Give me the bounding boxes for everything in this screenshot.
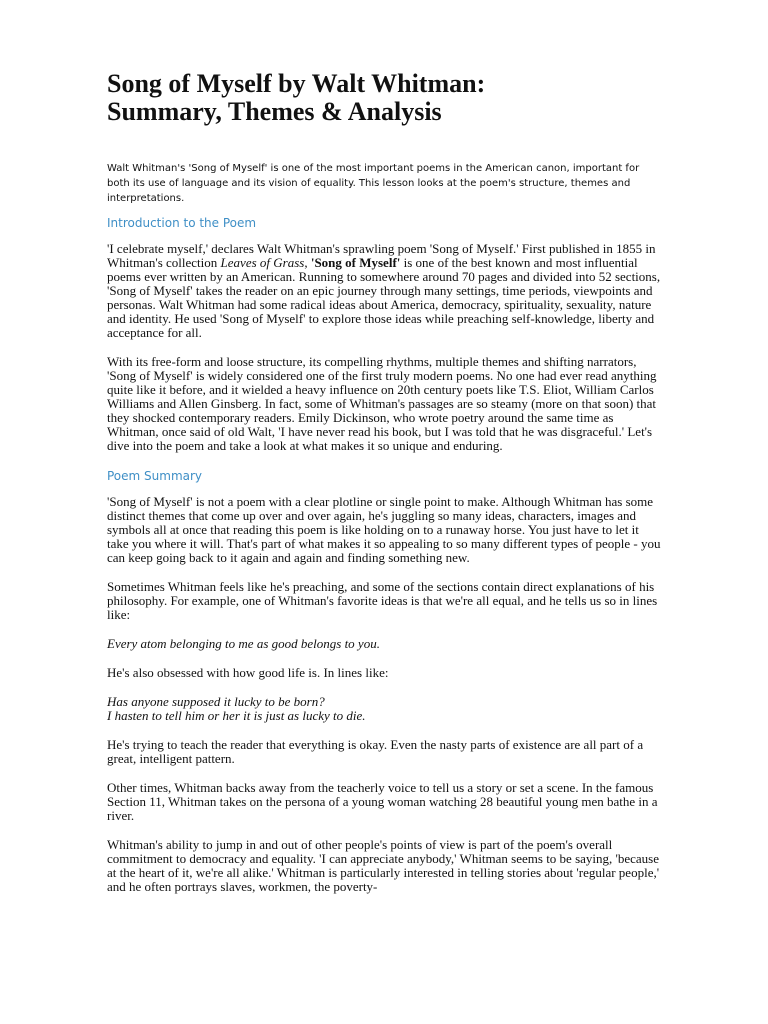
title-line-1: Song of Myself by Walt Whitman: — [107, 69, 486, 98]
quote-lucky-line-1: Has anyone supposed it lucky to be born? — [107, 694, 325, 709]
introduction-paragraph-1 — [107, 242, 663, 340]
summary-paragraph-2: Sometimes Whitman feels like he's preaching, and some of the sections contain direct explanations of his philosophy. For example, one of Whitman's favorite ideas is that we're all equal, and he tells us so in lines like: — [107, 579, 658, 622]
quote-lucky — [107, 695, 663, 723]
summary-paragraph-3: He's also obsessed with how good life is. In lines like: — [107, 665, 389, 680]
introduction-paragraph-2: With its free-form and loose structure, its compelling rhythms, multiple themes and shifting narrators, 'Song of Myself' is widely considered one of the first truly modern poems. No one had ever read anything quite like it before, and it wielded a heavy influence on 20th century poets like T.S. Eliot, William Carlos Williams and Allen Ginsberg. In fact, some of Whitman's passages are so steamy (more on that soon) that they shocked contemporary readers. Emily Dickinson, who wrote poetry around the same time as Whitman, once said of old Walt, 'I have never read his book, but I was told that he was disgraceful.' Let's dive into the poem and take a look at what makes it so unique and enduring. — [107, 354, 657, 453]
title-line-2: Summary, Themes & Analysis — [107, 97, 442, 126]
page-title — [107, 70, 663, 126]
summary-paragraph-6: Whitman's ability to jump in and out of other people's points of view is part of the poem's overall commitment to democracy and equality. 'I can appreciate anybody,' Whitman seems to be saying, 'because at the heart of it, we're all alike.' Whitman is particularly interested in telling stories about 'regular people,' and he often portrays slaves, workmen, the poverty- — [107, 837, 660, 894]
summary-paragraph-4: He's trying to teach the reader that everything is okay. Even the nasty parts of existence are all part of a great, intelligent pattern. — [107, 737, 644, 766]
intro-p1-part-a: 'I celebrate myself,' declares Walt Whitman's sprawling poem 'Song of Myself.' First published in 1855 in Whitman's collection — [107, 241, 656, 270]
document-content — [107, 70, 663, 909]
heading-summary: Poem Summary — [107, 469, 203, 483]
quote-atom: Every atom belonging to me as good belongs to you. — [107, 636, 380, 651]
summary-paragraph-5: Other times, Whitman backs away from the teacherly voice to tell us a story or set a scene. In the famous Section 11, Whitman takes on the persona of a young woman watching 28 beautiful young men bathe in a river. — [107, 780, 658, 823]
lesson-intro: Walt Whitman's 'Song of Myself' is one of the most important poems in the American canon, important for both its use of language and its vision of equality. This lesson looks at the poem's structure, themes and interpretations. — [107, 163, 640, 204]
intro-p1-part-c: , — [304, 255, 311, 270]
intro-p1-poem-title: 'Song of Myself' — [310, 255, 401, 270]
intro-p1-part-e: is one of the best known and most influential poems ever written by an American. Running to somewhere around 70 pages and divided into 52 sections, 'Song of Myself' takes the reader on an epic journey through many settings, time periods, viewpoints and personas. Walt Whitman had some radical ideas about America, democracy, spirituality, sexuality, nature and identity. He used 'Song of Myself' to explore those ideas while preaching self-knowledge, liberty and acceptance for all. — [107, 255, 661, 340]
intro-p1-book-title: Leaves of Grass — [220, 255, 305, 270]
summary-paragraph-1: 'Song of Myself' is not a poem with a clear plotline or single point to make. Although Whitman has some distinct themes that come up over and over again, he's juggling so many ideas, characters, images and symbols all at once that reading this poem is like holding on to a runaway horse. You just have to let it take you where it will. That's part of what makes it so appealing to so many different types of people - you can keep going back to it again and again and finding something new. — [107, 494, 661, 565]
quote-lucky-line-2: I hasten to tell him or her it is just as lucky to die. — [107, 708, 366, 723]
heading-introduction: Introduction to the Poem — [107, 216, 257, 230]
